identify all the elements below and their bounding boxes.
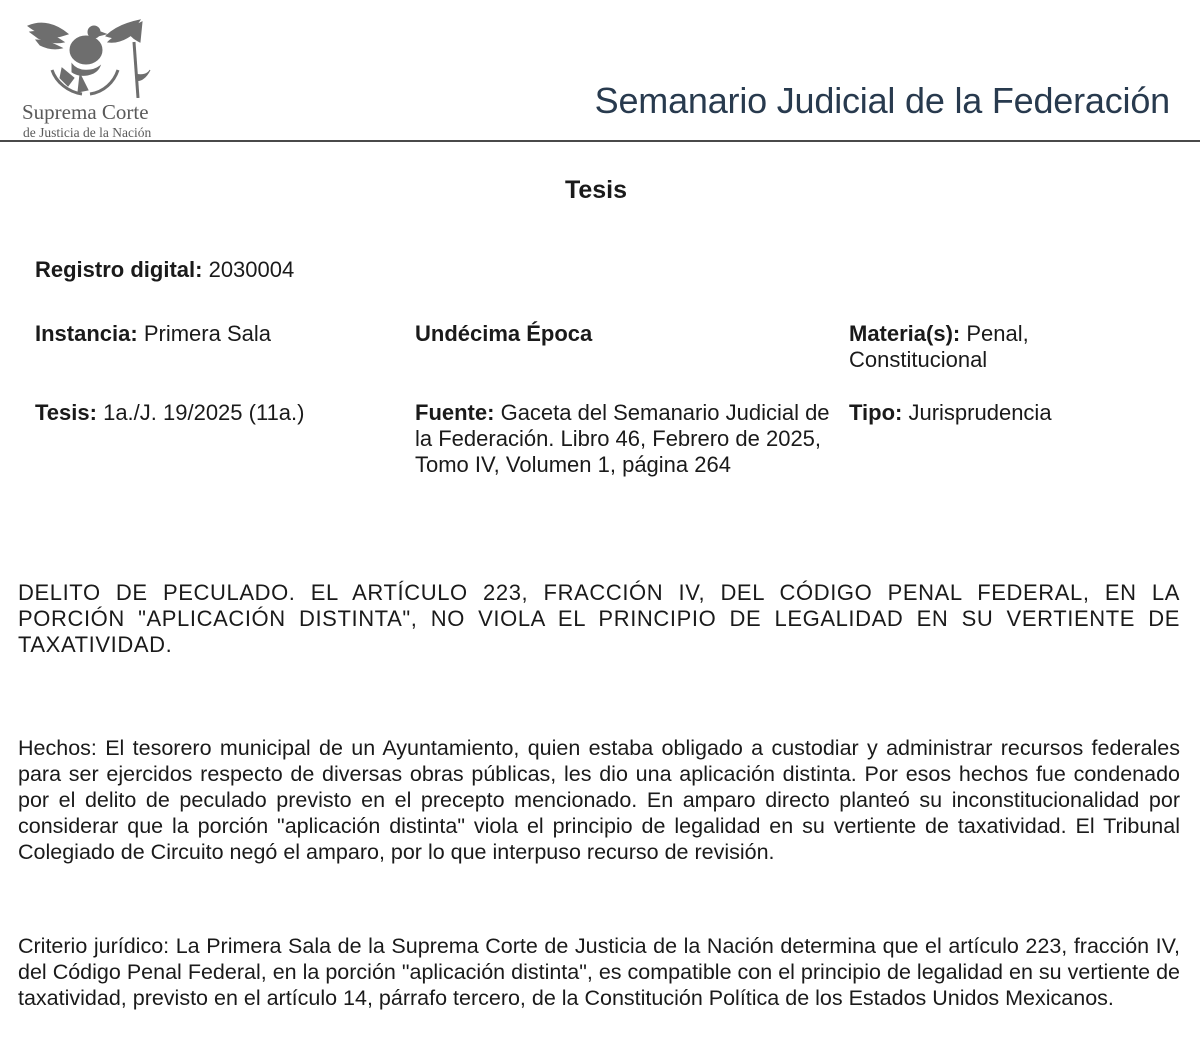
page-header — [0, 0, 1200, 142]
tesis — [35, 400, 405, 426]
header-divider — [0, 140, 1200, 142]
document-title: Tesis — [564, 176, 628, 204]
registro-label: Registro digital: — [35, 257, 203, 282]
logo-title: Suprema Corte — [22, 100, 149, 124]
criterio-juridico-paragraph: Criterio jurídico: La Primera Sala de la Suprema Corte de Justicia de la Nación determina que el artículo 223, fracción IV, del Código Penal Federal, en la porción "aplicación distinta", es compatible con el principio de legalidad en su vertiente de taxatividad, previsto en el artículo 14, párrafo tercero, de la Constitución Política de los Estados Unidos Mexicanos. — [18, 934, 1180, 1010]
tesis-value: 1a./J. 19/2025 (11a.) — [103, 400, 305, 425]
site-title: Semanario Judicial de la Federación — [594, 80, 1170, 121]
fuente-label: Fuente: — [415, 400, 495, 425]
eagle-seal-icon — [22, 12, 172, 98]
registro-value: 2030004 — [208, 257, 295, 282]
instancia — [35, 321, 395, 347]
tesis-rubro: DELITO DE PECULADO. EL ARTÍCULO 223, FRACCIÓN IV, DEL CÓDIGO PENAL FEDERAL, EN LA PORCIÓN "APLICACIÓN DISTINTA", NO VIOLA EL PRINCIPIO DE LEGALIDAD EN SU VERTIENTE DE TAXATIVIDAD. — [18, 580, 1180, 657]
epoca-value: Undécima Época — [415, 321, 593, 346]
materia-label: Materia(s): — [849, 321, 961, 346]
hechos-paragraph: Hechos: El tesorero municipal de un Ayuntamiento, quien estaba obligado a custodiar y administrar recursos federales para ser ejercidos respecto de diversas obras públicas, les dio una aplicación distinta. Por esos hechos fue condenado por el delito de peculado previsto en el precepto mencionado. En amparo directo planteó su inconstitucionalidad por considerar que la porción "aplicación distinta" viola el principio de legalidad en su vertiente de taxatividad. El Tribunal Colegiado de Circuito negó el amparo, por lo que interpuso recurso de revisión. — [18, 736, 1180, 864]
materia-value: Penal, Constitucional — [849, 321, 1029, 372]
registro-digital — [35, 257, 455, 283]
fuente-value: Gaceta del Semanario Judicial de la Federación. Libro 46, Febrero de 2025, Tomo IV, Volumen 1, página 264 — [415, 400, 830, 477]
epoca — [415, 321, 835, 347]
logo-subtitle: de Justicia de la Nación — [23, 125, 152, 140]
instancia-label: Instancia: — [35, 321, 138, 346]
tipo — [849, 400, 1179, 426]
tipo-label: Tipo: — [849, 400, 903, 425]
fuente — [415, 400, 840, 478]
scjn-logo[interactable] — [18, 12, 178, 140]
tipo-value: Jurisprudencia — [908, 400, 1052, 425]
materia — [849, 321, 1099, 373]
tesis-label: Tesis: — [35, 400, 97, 425]
instancia-value: Primera Sala — [143, 321, 271, 346]
